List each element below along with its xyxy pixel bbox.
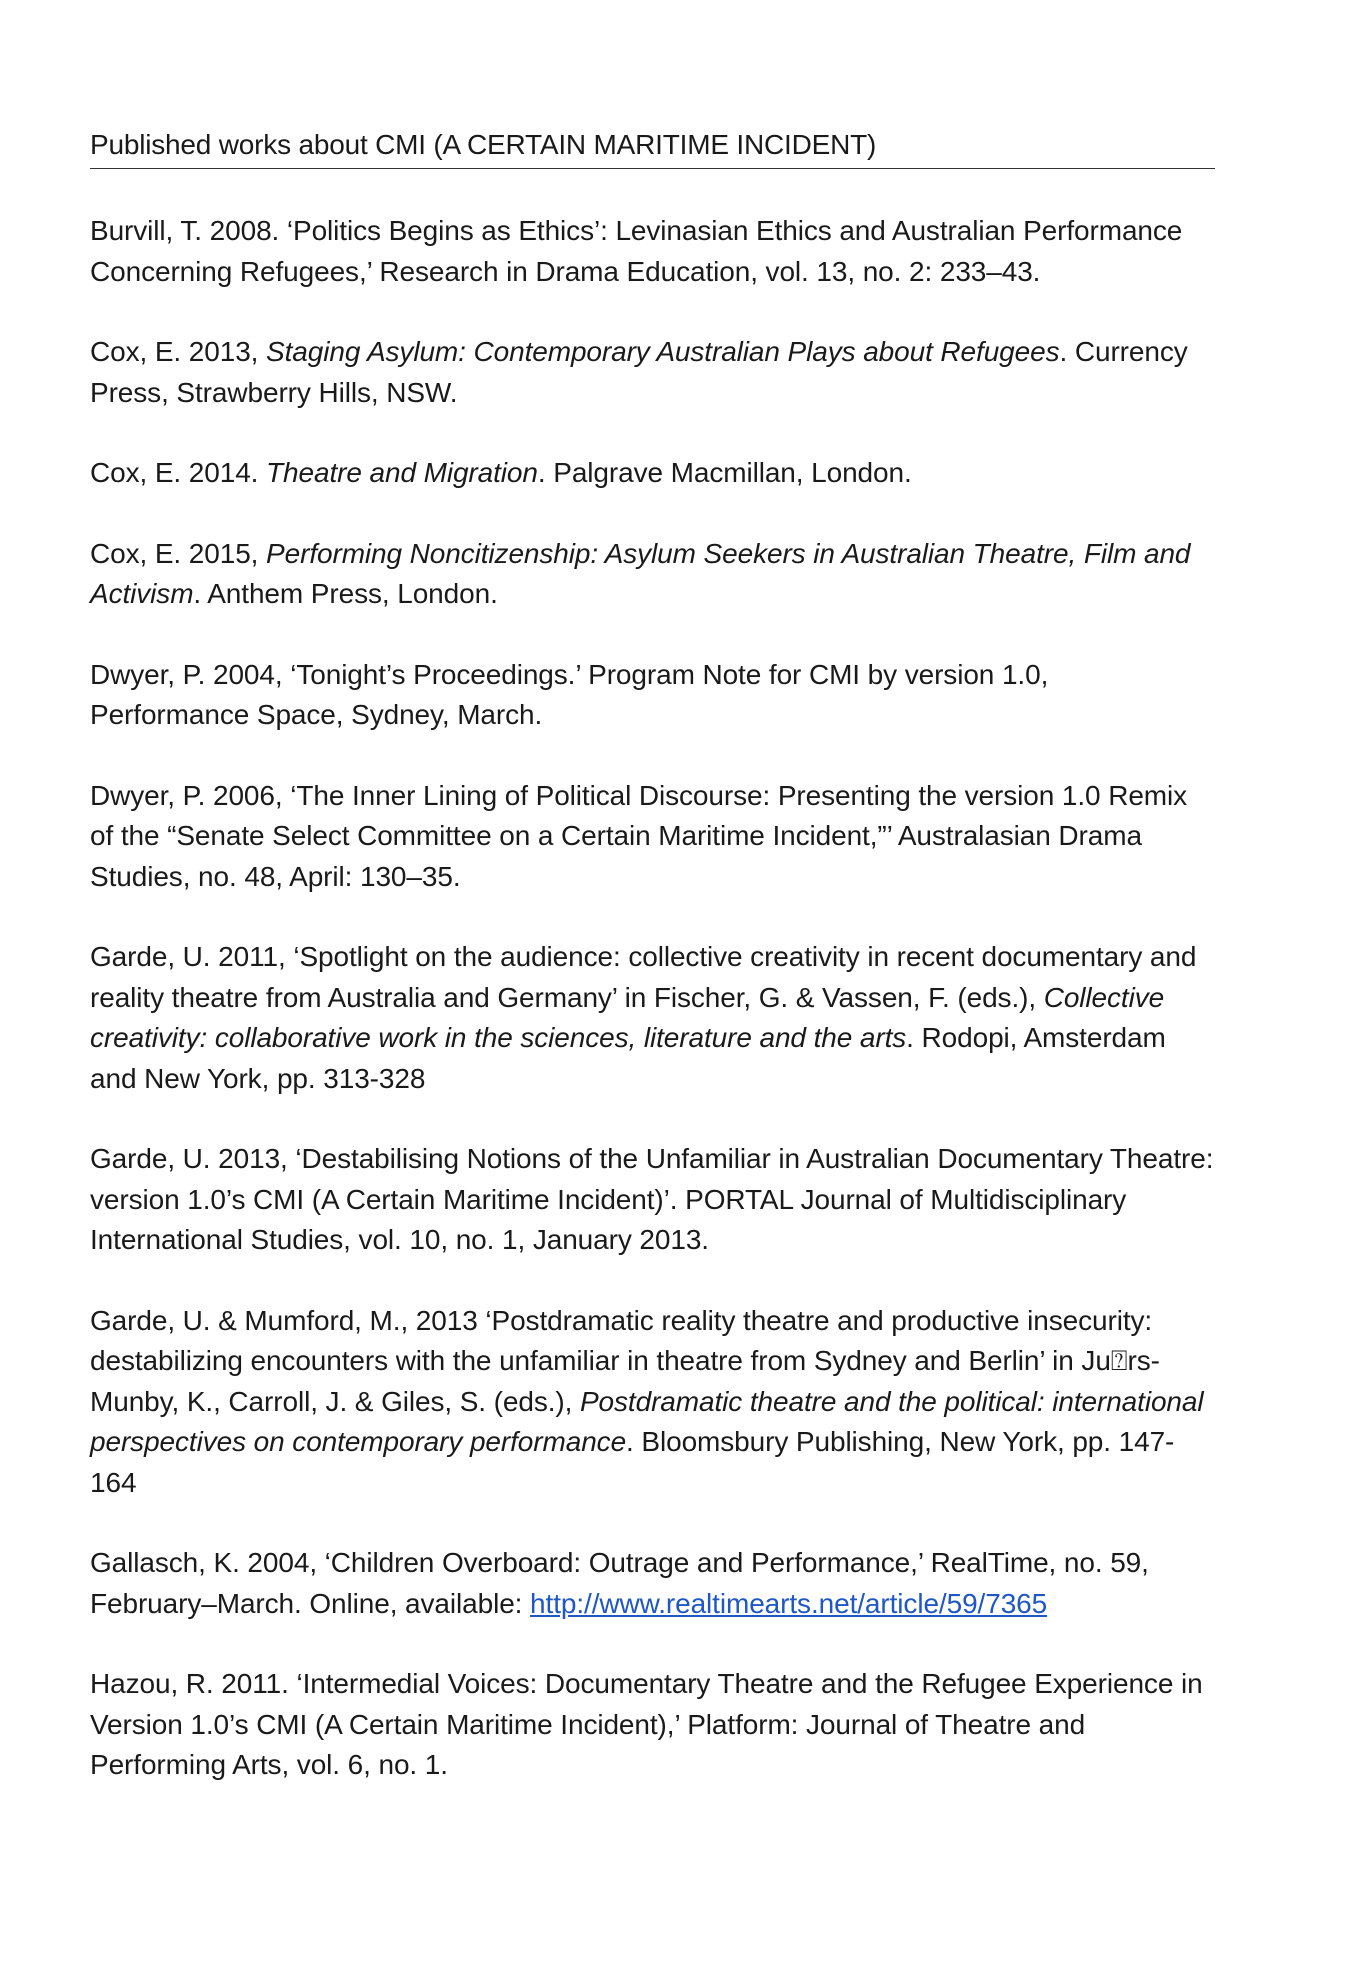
entry-text: . Palgrave Macmillan, London. — [537, 457, 912, 488]
bibliography-entry — [90, 1139, 1215, 1261]
entry-title-italic: Performing Noncitizenship: Asylum Seekers in Australian Theatre, Film and Activism — [90, 537, 1191, 609]
page-heading: Published works about CMI (A CERTAIN MARITIME INCIDENT) — [90, 129, 877, 160]
entry-text: Garde, U. & Mumford, M., 2013 ‘Postdramatic reality theatre and productive insecurity: destabilizing encounters with the unfamiliar in theatre from Sydney and Berlin’ in Ju⍰rs-Munby, K., Carroll, J. & Giles, S. (eds.), — [90, 1304, 1160, 1417]
entry-text: . Bloomsbury Publishing, New York, pp. 147-164 — [90, 1426, 1175, 1498]
bibliography-entry — [90, 655, 1215, 736]
entry-text: Hazou, R. 2011. ‘Intermedial Voices: Documentary Theatre and the Refugee Experience in Version 1.0’s CMI (A Certain Maritime Incident),’ Platform: Journal of Theatre and Performing Arts, vol. 6, no. 1. — [90, 1668, 1203, 1780]
entry-text: . Anthem Press, London. — [193, 578, 498, 609]
bibliography-entry — [90, 211, 1215, 292]
bibliography-entry — [90, 332, 1215, 413]
bibliography-entry — [90, 937, 1215, 1099]
entry-text: Garde, U. 2013, ‘Destabilising Notions of the Unfamiliar in Australian Documentary Theatre: version 1.0’s CMI (A Certain Maritime Incident)’. PORTAL Journal of Multidisciplinary International Studies, vol. 10, no. 1, January 2013. — [90, 1143, 1214, 1255]
entry-text: Gallasch, K. 2004, ‘Children Overboard: Outrage and Performance,’ RealTime, no. 59, February–March. Online, available: — [90, 1547, 1149, 1619]
entry-title-italic: Collective creativity: collaborative work in the sciences, literature and the arts — [90, 981, 1165, 1053]
entry-title-italic: Theatre and Migration — [266, 457, 538, 488]
bibliography-entry — [90, 534, 1215, 615]
reference-link[interactable]: http://www.realtimearts.net/article/59/7365 — [530, 1587, 1048, 1619]
entry-text: Garde, U. 2011, ‘Spotlight on the audience: collective creativity in recent documentary and reality theatre from Australia and Germany’ in Fischer, G. & Vassen, F. (eds.), — [90, 941, 1197, 1013]
entry-text: Cox, E. 2014. — [90, 457, 267, 488]
entry-text: Cox, E. 2013, — [90, 336, 267, 367]
entry-text: Dwyer, P. 2006, ‘The Inner Lining of Political Discourse: Presenting the version 1.0 Remix of the “Senate Select Committee on a Certain Maritime Incident,”’ Australasian Drama Studies, no. 48, April: 130–35. — [90, 779, 1188, 892]
bibliography-entry — [90, 1543, 1215, 1624]
entry-text: Burvill, T. 2008. ‘Politics Begins as Ethics’: Levinasian Ethics and Australian Performance Concerning Refugees,’ Research in Drama Education, vol. 13, no. 2: 233–43. — [90, 215, 1183, 287]
bibliography-list — [90, 211, 1215, 1786]
entry-text: Dwyer, P. 2004, ‘Tonight’s Proceedings.’ Program Note for CMI by version 1.0, Performance Space, Sydney, March. — [90, 658, 1049, 730]
entry-text: . Currency Press, Strawberry Hills, NSW. — [90, 336, 1188, 408]
entry-text: . Rodopi, Amsterdam and New York, pp. 313-328 — [90, 1022, 1166, 1094]
heading-rule — [90, 128, 1215, 169]
entry-title-italic: Postdramatic theatre and the political: international perspectives on contemporary performance — [90, 1385, 1204, 1457]
bibliography-entry — [90, 1664, 1215, 1786]
bibliography-entry — [90, 1301, 1215, 1504]
bibliography-entry — [90, 776, 1215, 898]
document-page — [90, 128, 1215, 1826]
bibliography-entry — [90, 453, 1215, 494]
entry-title-italic: Staging Asylum: Contemporary Australian Plays about Refugees — [266, 336, 1060, 367]
entry-text: Cox, E. 2015, — [90, 537, 267, 569]
